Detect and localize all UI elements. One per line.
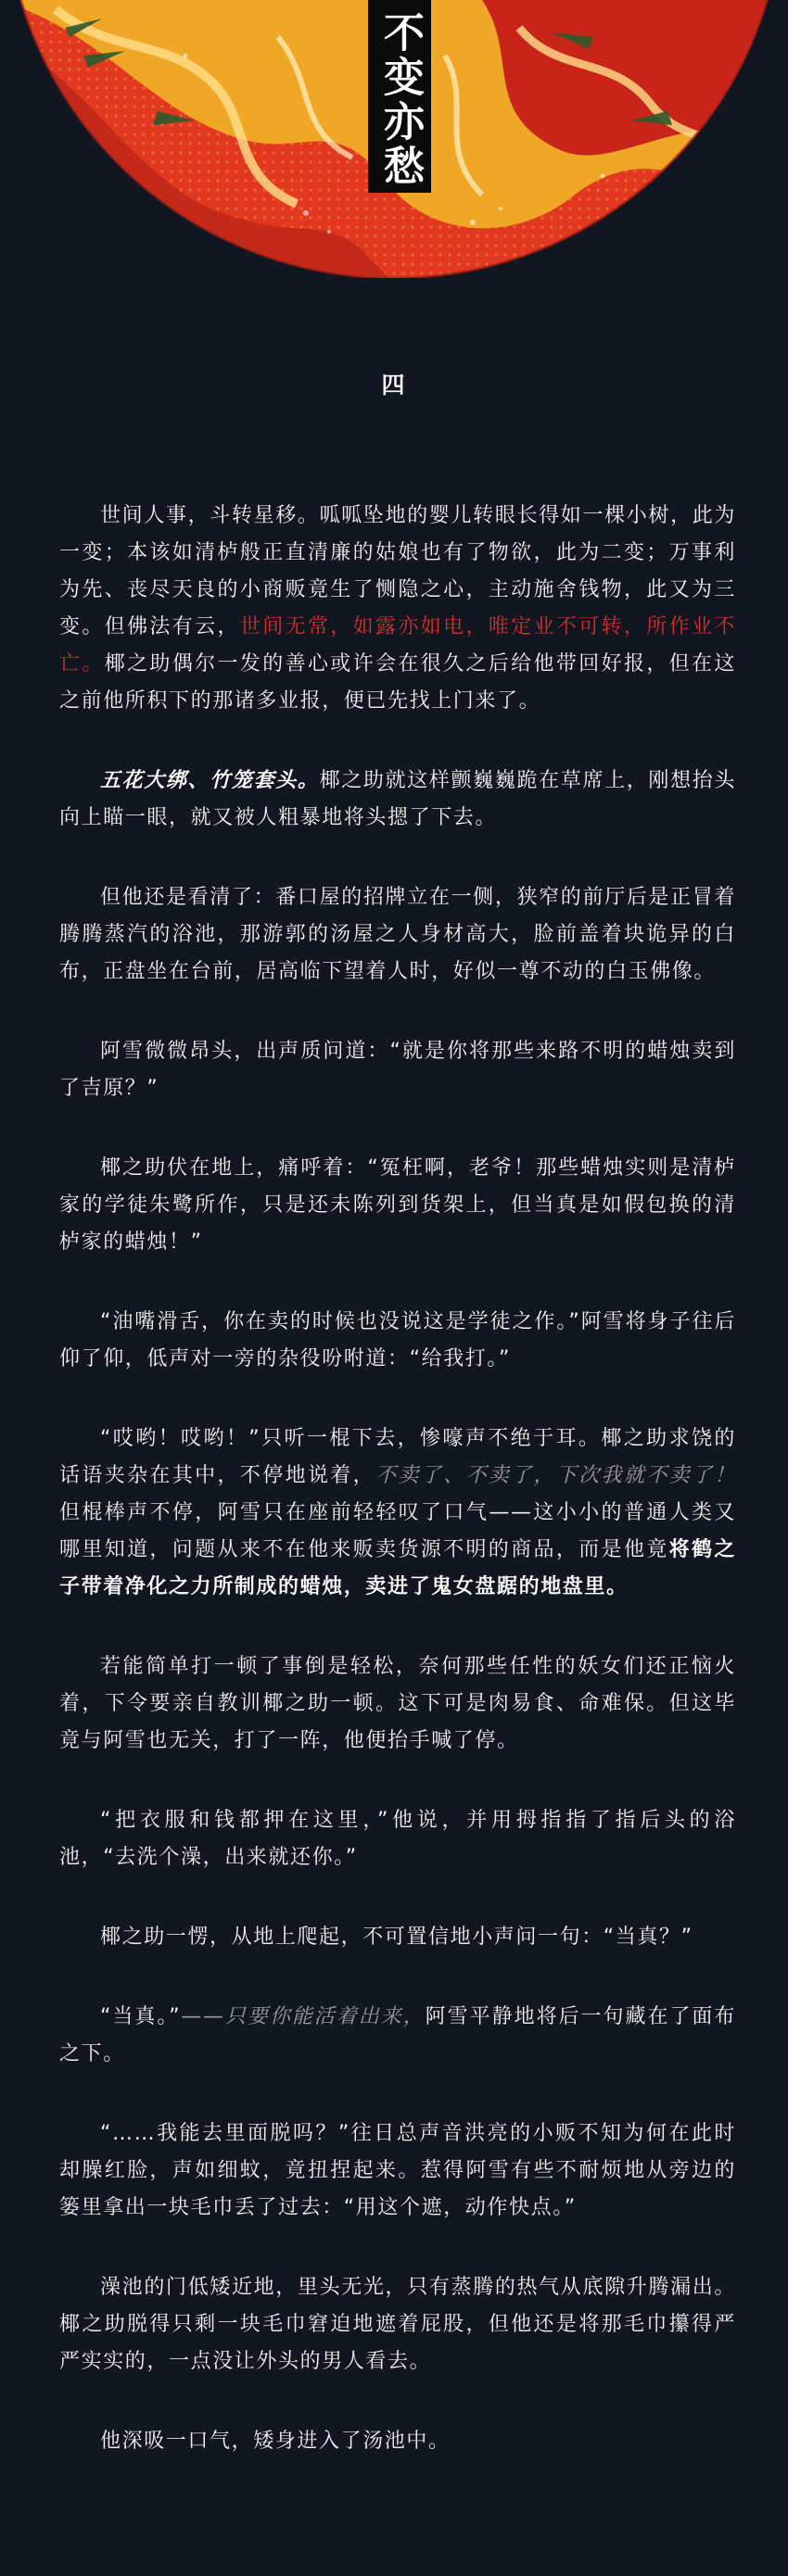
paragraph-9 [59, 1802, 736, 1876]
buddhist-quote: 世间无常，如露亦如电，唯定业不可转，所作业不亡。 [59, 615, 736, 676]
paragraph-2 [59, 763, 736, 837]
text-segment: “……我能去里面脱吗？”往日总声音洪亮的小贩不知为何在此时却臊红脸，声如细蚊，竟扭捏起来。惹得阿雪有些不耐烦地从旁边的篓里拿出一块毛巾丢了过去：“用这个遮，动作快点。” [59, 2122, 736, 2219]
text-segment: 澡池的门低矮近地，里头无光，只有蒸腾的热气从底隙升腾漏出。椰之助脱得只剩一块毛巾窘迫地遮着屁股，但他还是将那毛巾攥得严严实实的，一点没让外头的男人看去。 [59, 2276, 736, 2373]
paragraph-6 [59, 1304, 736, 1378]
text-segment: 椰之助伏在地上，痛呼着：“冤枉啊，老爷！那些蜡烛实则是清栌家的学徒朱鹭所作，只是还未陈列到货架上，但当真是如假包换的清栌家的蜡烛！” [59, 1156, 736, 1254]
bold-emphasis: 将鹤之子带着净化之力所制成的蜡烛，卖进了鬼女盘踞的地盘里。 [59, 1538, 736, 1598]
text-segment: “哎哟！哎哟！”只听一棍下去，惨嚎声不绝于耳。椰之助求饶的话语夹杂在其中，不停地说着， [59, 1427, 736, 1487]
text-segment: “当真。” [100, 2005, 182, 2028]
text-segment: 椰之助一愣，从地上爬起，不可置信地小声问一句：“当真？” [100, 1926, 693, 1949]
paragraph-1 [59, 498, 736, 720]
paragraph-5 [59, 1150, 736, 1261]
paragraph-7 [59, 1421, 736, 1606]
paragraph-10 [59, 1919, 736, 1956]
emphasis-phrase: 五花大绑、竹笼套头。 [100, 769, 320, 792]
text-segment: 椰之助偶尔一发的善心或许会在很久之后给他带回好报，但在这之前他所积下的那诸多业报，便已先找上门来了。 [59, 652, 736, 713]
italic-plea: 不卖了、不卖了，下次我就不卖了！ [375, 1464, 736, 1487]
story-title: 不变亦愁 [376, 11, 424, 189]
header-illustration [0, 0, 788, 278]
italic-aside: ——只要你能活着出来， [181, 2005, 426, 2028]
text-segment: 但他还是看清了：番口屋的招牌立在一侧，狭窄的前厅后是正冒着腾腾蒸汽的浴池，那游郭的汤屋之人身材高大，脸前盖着块诡异的白布，正盘坐在台前，居高临下望着人时，好似一尊不动的白玉佛像。 [59, 886, 736, 983]
text-segment: 阿雪平静地将后一句藏在了面布之下。 [59, 2005, 736, 2065]
paragraph-14 [59, 2423, 736, 2460]
paragraph-11 [59, 1999, 736, 2073]
paragraph-13 [59, 2269, 736, 2380]
chapter-heading: 四 [381, 372, 407, 398]
text-segment: 阿雪微微昂头，出声质问道：“就是你将那些来路不明的蜡烛卖到了吉原？” [59, 1040, 736, 1100]
article-body [59, 498, 736, 2503]
text-segment: “把衣服和钱都押在这里，”他说，并用拇指指了指后头的浴池，“去洗个澡，出来就还你。” [59, 1809, 736, 1869]
text-segment: 但棍棒声不停，阿雪只在座前轻轻叹了口气——这小小的普通人类又哪里知道，问题从来不在他来贩卖货源不明的商品，而是他竟 [59, 1501, 736, 1561]
text-segment: 他深吸一口气，矮身进入了汤池中。 [100, 2430, 451, 2453]
text-segment: “油嘴滑舌，你在卖的时候也没说这是学徒之作。”阿雪将身子往后仰了仰，低声对一旁的杂役吩咐道：“给我打。” [59, 1310, 736, 1370]
paragraph-3 [59, 879, 736, 991]
text-segment: 世间人事，斗转星移。呱呱坠地的婴儿转眼长得如一棵小树，此为一变；本该如清栌般正直清廉的姑娘也有了物欲，此为二变；万事利为先、丧尽天良的小商贩竟生了恻隐之心，主动施舍钱物，此又为三变。但佛法有云， [59, 504, 736, 638]
paragraph-8 [59, 1648, 736, 1760]
paragraph-12 [59, 2115, 736, 2227]
paragraph-4 [59, 1033, 736, 1107]
text-segment: 若能简单打一顿了事倒是轻松，奈何那些任性的妖女们还正恼火着，下令要亲自教训椰之助一顿。这下可是肉易食、命难保。但这毕竟与阿雪也无关，打了一阵，他便抬手喊了停。 [59, 1655, 736, 1752]
text-segment: 椰之助就这样颤巍巍跪在草席上，刚想抬头向上瞄一眼，就又被人粗暴地将头摁了下去。 [59, 769, 736, 829]
title-banner [368, 0, 431, 193]
